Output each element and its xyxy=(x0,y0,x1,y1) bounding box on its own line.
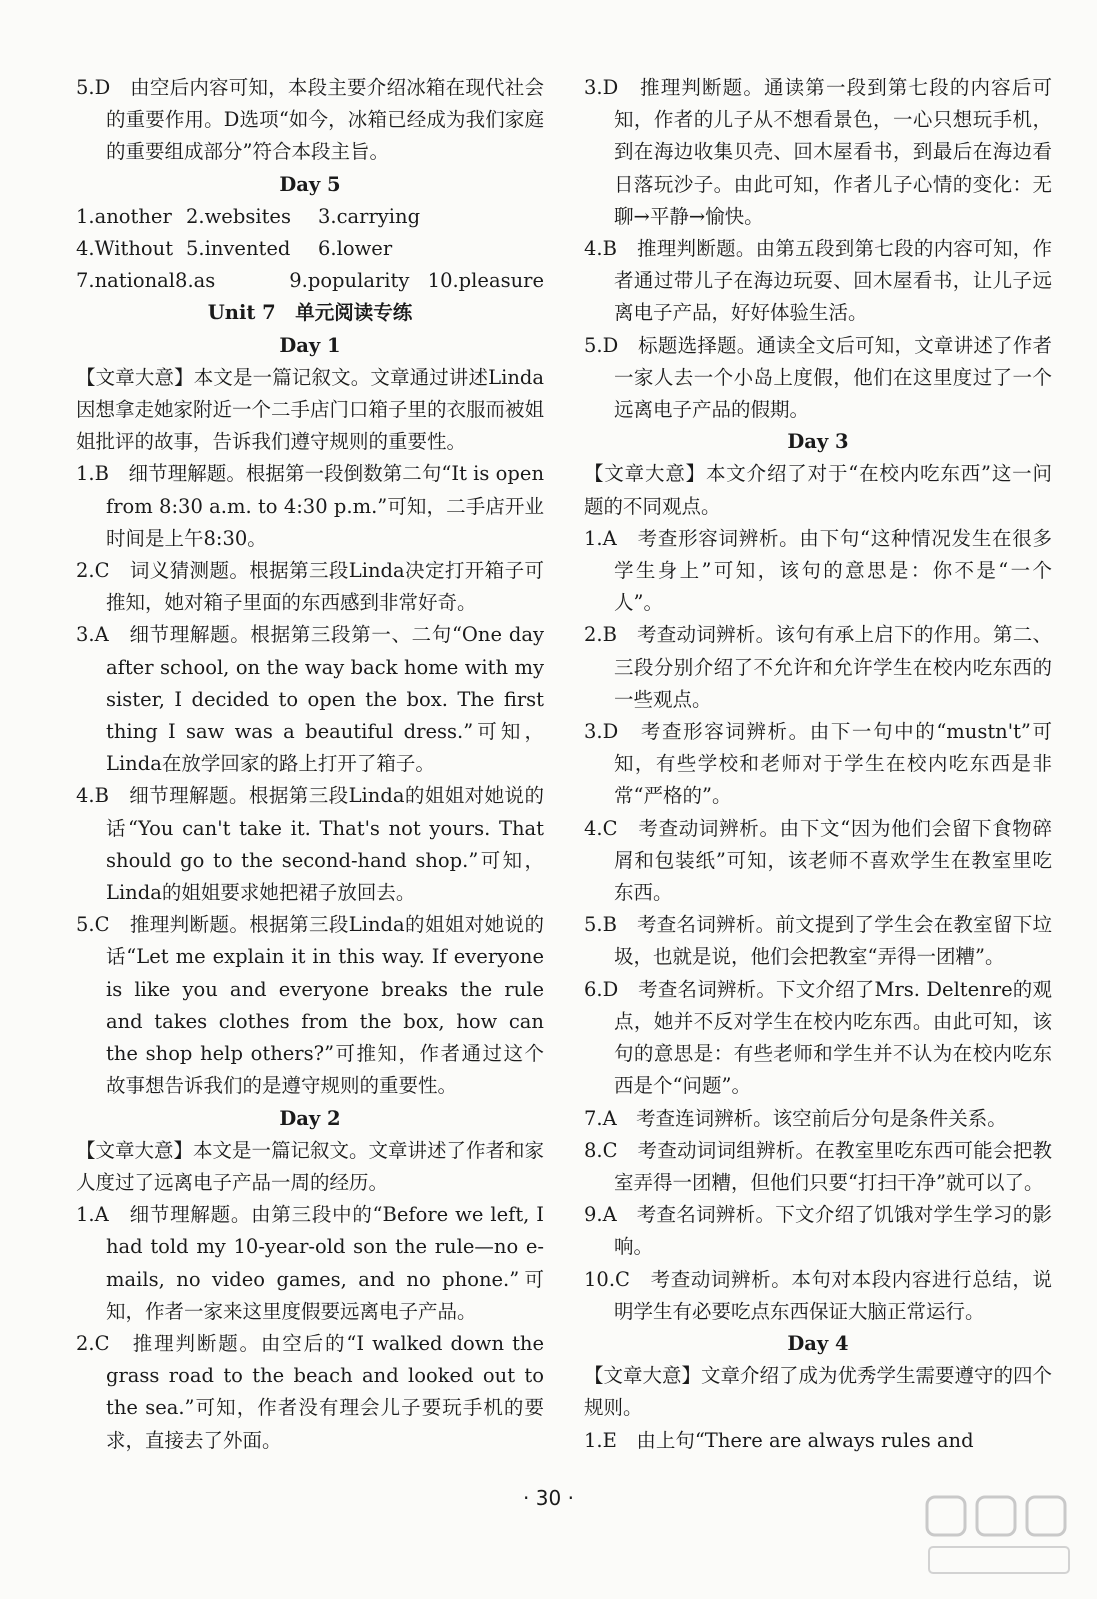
answer-item: 5.C 推理判断题。根据第三段Linda的姐姐对她说的话“Let me explain it in this way. If everyone is like you and everyone breaks the rule and takes clothes from the box, how can the shop help others?”可推知，作者通过这个故事想告诉我们的是遵守规则的重要性。 xyxy=(76,913,544,1098)
day-heading: Day 1 xyxy=(279,333,341,357)
answer-item: 3.D 考查形容词辨析。由下一句中的“mustn't”可知，有些学校和老师对于学生在校内吃东西是非常“严格的”。 xyxy=(584,720,1052,808)
fill-in-answer: 1.another xyxy=(76,204,172,228)
left-column xyxy=(76,72,544,1457)
answer-item: 1.B 细节理解题。根据第一段倒数第二句“It is open from 8:30 a.m. to 4:30 p.m.”可知，二手店开业时间是上午8:30。 xyxy=(76,462,544,550)
answer-item: 3.D 推理判断题。通读第一段到第七段的内容后可知，作者的儿子从不想看景色，一心只想玩手机，到在海边收集贝壳、回木屋看书，到最后在海边看日落玩沙子。由此可知，作者儿子心情的变化：无聊→平静→愉快。 xyxy=(584,76,1052,228)
fill-in-answer: 5.invented xyxy=(186,237,291,261)
right-column xyxy=(584,72,1052,1457)
answer-item: 1.A 考查形容词辨析。由下句“这种情况发生在很多学生身上”可知，该句的意思是：你不是“一个人”。 xyxy=(584,526,1052,615)
day-heading: Day 4 xyxy=(787,1331,849,1355)
summary-paragraph: 【文章大意】本文是一篇记叙文。文章通过讲述Linda因想拿走她家附近一个二手店门口箱子里的衣服而被姐姐批评的故事，告诉我们遵守规则的重要性。 xyxy=(76,365,545,454)
summary-paragraph: 【文章大意】本文介绍了对于“在校内吃东西”这一问题的不同观点。 xyxy=(584,462,1052,518)
answer-item: 1.E 由上句“There are always rules and xyxy=(584,1428,974,1452)
summary-paragraph: 【文章大意】本文是一篇记叙文。文章讲述了作者和家人度过了远离电子产品一周的经历。 xyxy=(76,1138,545,1194)
day-heading: Day 5 xyxy=(279,172,341,196)
page-number: · 30 · xyxy=(523,1486,574,1510)
answer-item: 4.C 考查动词辨析。由下文“因为他们会留下食物碎屑和包装纸”可知，该老师不喜欢学生在教室里吃东西。 xyxy=(584,816,1052,905)
summary-paragraph: 【文章大意】文章介绍了成为优秀学生需要遵守的四个规则。 xyxy=(584,1364,1053,1420)
day-heading: Day 3 xyxy=(787,430,849,454)
answer-item: 5.B 考查名词辨析。前文提到了学生会在教室留下垃圾，也就是说，他们会把教室“弄得一团糟”。 xyxy=(584,913,1052,969)
answer-item: 3.A 细节理解题。根据第三段第一、二句“One day after school, on the way back home with my sister, I decided to open the box. The first thing I saw was a beautiful dress.”可知，Linda在放学回家的路上打开了箱子。 xyxy=(76,623,544,776)
fill-in-answer: 9.popularity xyxy=(289,269,410,293)
fill-in-answer: 7.national xyxy=(76,269,176,293)
answer-item: 2.B 考查动词辨析。该句有承上启下的作用。第二、三段分别介绍了不允许和允许学生在校内吃东西的一些观点。 xyxy=(584,623,1052,711)
fill-in-answers-row xyxy=(76,265,544,297)
answer-item: 8.C 考查动词词组辨析。在教室里吃东西可能会把教室弄得一团糟，但他们只要“打扫干净”就可以了。 xyxy=(584,1138,1052,1194)
fill-in-answer: 2.websites xyxy=(186,204,291,228)
watermark-logo xyxy=(919,1491,1079,1581)
answer-item: 9.A 考查名词辨析。下文介绍了饥饿对学生学习的影响。 xyxy=(584,1203,1052,1259)
answer-item: 2.C 推理判断题。由空后的“I walked down the grass road to the beach and looked out to the sea.”可知，作者没有理会儿子要玩手机的要求，直接去了外面。 xyxy=(76,1331,544,1452)
answer-item: 6.D 考查名词辨析。下文介绍了Mrs. Deltenre的观点，她并不反对学生在校内吃东西。由此可知，该句的意思是：有些老师和学生并不认为在校内吃东西是个“问题”。 xyxy=(584,977,1052,1098)
answer-item: 5.D 由空后内容可知，本段主要介绍冰箱在现代社会的重要作用。D选项“如今，冰箱已经成为我们家庭的重要组成部分”符合本段主旨。 xyxy=(76,76,544,164)
fill-in-answers-row xyxy=(76,233,544,265)
fill-in-answer: 10.pleasure xyxy=(427,269,544,293)
fill-in-answers-row xyxy=(76,201,544,233)
answer-item: 4.B 细节理解题。根据第三段Linda的姐姐对她说的话“You can't take it. That's not yours. That should go to the second-hand shop.”可知，Linda的姐姐要求她把裙子放回去。 xyxy=(76,784,544,905)
answer-item: 4.B 推理判断题。由第五段到第七段的内容可知，作者通过带儿子在海边玩耍、回木屋看书，让儿子远离电子产品，好好体验生活。 xyxy=(584,237,1052,325)
fill-in-answer: 6.lower xyxy=(318,237,393,261)
day-heading: Day 2 xyxy=(279,1106,341,1130)
answer-item: 2.C 词义猜测题。根据第三段Linda决定打开箱子可推知，她对箱子里面的东西感到非常好奇。 xyxy=(76,559,544,615)
fill-in-answer: 8.as xyxy=(175,269,216,293)
fill-in-answer: 4.Without xyxy=(76,237,174,261)
unit-heading: Unit 7 单元阅读专练 xyxy=(207,301,413,325)
answer-item: 10.C 考查动词辨析。本句对本段内容进行总结，说明学生有必要吃点东西保证大脑正常运行。 xyxy=(584,1267,1052,1323)
answer-item: 7.A 考查连词辨析。该空前后分句是条件关系。 xyxy=(584,1106,1007,1130)
fill-in-answer: 3.carrying xyxy=(318,204,421,228)
answer-item: 5.D 标题选择题。通读全文后可知，文章讲述了作者一家人去一个小岛上度假，他们在这里度过了一个远离电子产品的假期。 xyxy=(584,333,1052,422)
answer-item: 1.A 细节理解题。由第三段中的“Before we left, I had told my 10-year-old son the rule—no e-mails, no video games, and no phone.”可知，作者一家来这里度假要远离电子产品。 xyxy=(76,1203,544,1323)
